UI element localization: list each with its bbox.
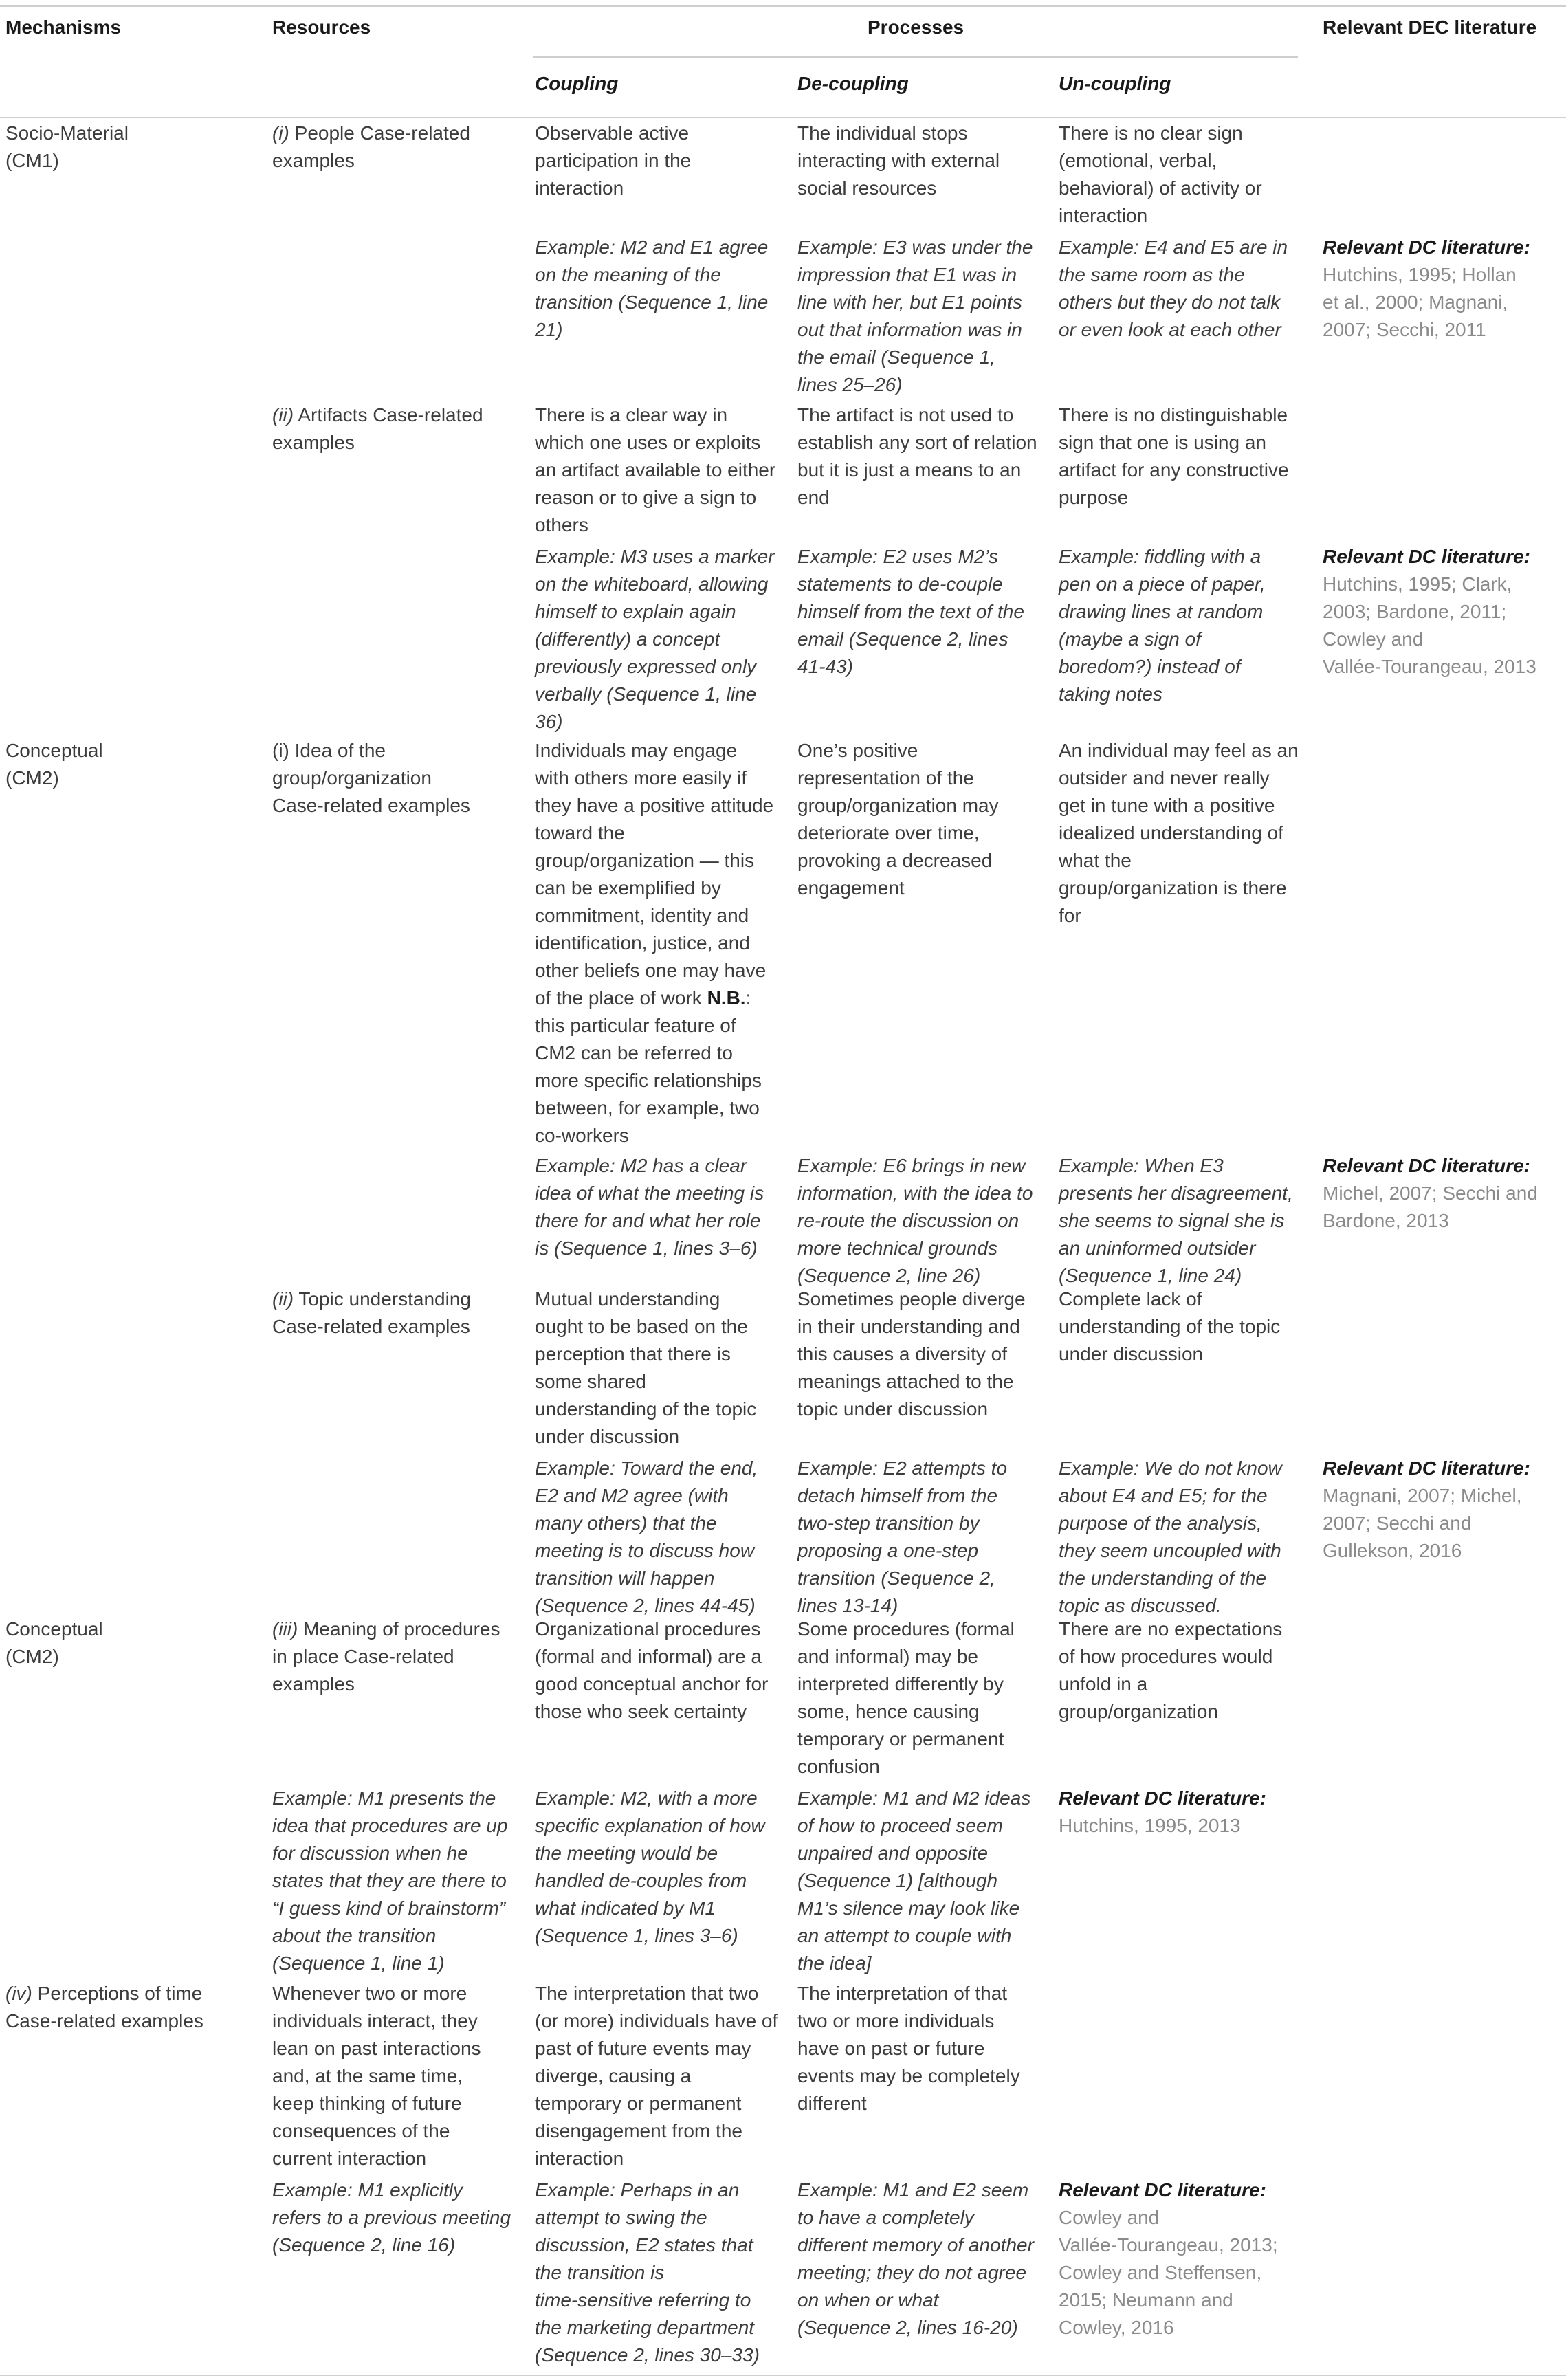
artifacts-uncoupling: There is no distinguishable sign that one is using an artifact for any constructive purpose bbox=[1059, 404, 1289, 508]
artifacts-literature-heading: Relevant DC literature: bbox=[1323, 546, 1530, 567]
time-example-coupling: Example: Perhaps in an attempt to swing the discussion, E2 states that the transition is time-sensitive referring to the marketing department (Sequence 2, lines 30–33) bbox=[535, 2179, 760, 2366]
people-literature-refs: Hutchins, 1995; Hollan et al., 2000; Magnani, 2007; Secchi, 2011 bbox=[1323, 264, 1517, 340]
artifacts-coupling: There is a clear way in which one uses or exploits an artifact available to either reason or to give a sign to others bbox=[535, 404, 776, 536]
artifacts-literature-refs: Hutchins, 1995; Clark, 2003; Bardone, 2011; Cowley and Vallée-Tourangeau, 2013 bbox=[1323, 573, 1536, 677]
idea-coupling-note: : this particular feature of CM2 can be referred to more specific relationships between, for example, two co-workers bbox=[535, 987, 762, 1146]
header-literature: Relevant DEC literature bbox=[1323, 16, 1537, 38]
idea-uncoupling: An individual may feel as an outsider and never really get in tune with a positive idealized understanding of what the group/organization is there for bbox=[1059, 740, 1299, 926]
people-literature-heading: Relevant DC literature: bbox=[1323, 236, 1530, 258]
time-decoupling: The interpretation that two (or more) individuals have of past of future events may diverge, causing a temporary or permanent disengagement from the interaction bbox=[535, 1983, 778, 2169]
people-example-coupling: Example: M2 and E1 agree on the meaning of the transition (Sequence 1, line 21) bbox=[535, 236, 769, 340]
artifacts-decoupling: The artifact is not used to establish any sort of relation but it is just a means to an end bbox=[797, 404, 1037, 508]
procedures-literature-refs: Hutchins, 1995, 2013 bbox=[1059, 1815, 1241, 1836]
resource-procedures-text: Meaning of procedures in place Case-related examples bbox=[272, 1618, 500, 1695]
resource-artifacts-num: (ii) bbox=[272, 404, 294, 426]
mechanism-cm1: Socio-Material (CM1) bbox=[5, 122, 129, 171]
time-coupling: Whenever two or more individuals interact, they lean on past interactions and, at the same time, keep thinking of future consequences of the current interaction bbox=[272, 1983, 481, 2169]
resource-time-num: (iv) bbox=[5, 1983, 32, 2004]
idea-coupling-nb: N.B. bbox=[707, 987, 746, 1009]
processes-underline bbox=[533, 56, 1298, 58]
topic-literature-refs: Magnani, 2007; Michel, 2007; Secchi and Gullekson, 2016 bbox=[1323, 1485, 1522, 1561]
procedures-example-decoupling: Example: M1 and M2 ideas of how to proceed seem unpaired and opposite (Sequence 1) [although M1’s silence may look like an attempt to couple with the idea] bbox=[797, 1787, 1031, 1974]
resource-artifacts bbox=[272, 401, 483, 456]
idea-example-uncoupling: Example: When E3 presents her disagreement, she seems to signal she is an uninformed outsider (Sequence 1, line 24) bbox=[1059, 1155, 1293, 1286]
resource-idea: (i) Idea of the group/organization Case-related examples bbox=[272, 740, 470, 816]
procedures-coupling: Organizational procedures (formal and informal) are a good conceptual anchor for those who seek certainty bbox=[535, 1618, 769, 1722]
time-literature-refs: Cowley and Vallée-Tourangeau, 2013; Cowley and Steffensen, 2015; Neumann and Cowley, 2016 bbox=[1059, 2207, 1278, 2338]
idea-coupling bbox=[535, 737, 773, 1149]
resource-topic-text: Topic understanding Case-related examples bbox=[272, 1288, 471, 1337]
resource-procedures-num: (iii) bbox=[272, 1618, 298, 1640]
idea-literature-heading: Relevant DC literature: bbox=[1323, 1155, 1530, 1176]
header-processes: Processes bbox=[868, 16, 964, 38]
header-bottom-rule bbox=[0, 117, 1566, 118]
time-literature bbox=[1059, 2177, 1278, 2342]
artifacts-literature bbox=[1323, 543, 1536, 681]
topic-example-uncoupling: Example: We do not know about E4 and E5; for the purpose of the analysis, they seem uncoupled with the understanding of the topic as discussed. bbox=[1059, 1457, 1282, 1616]
topic-decoupling: Sometimes people diverge in their understanding and this causes a diversity of meanings attached to the topic under discussion bbox=[797, 1288, 1026, 1420]
artifacts-example-decoupling: Example: E2 uses M2’s statements to de-couple himself from the text of the email (Sequence 2, lines 41-43) bbox=[797, 546, 1024, 677]
time-uncoupling: The interpretation of that two or more individuals have on past or future events may be completely different bbox=[797, 1983, 1020, 2114]
mechanism-cm2-second: Conceptual (CM2) bbox=[5, 1618, 103, 1667]
header-mechanisms: Mechanisms bbox=[5, 16, 122, 38]
resource-topic bbox=[272, 1286, 471, 1341]
topic-uncoupling: Complete lack of understanding of the topic under discussion bbox=[1059, 1288, 1281, 1365]
topic-example-decoupling: Example: E2 attempts to detach himself from the two-step transition by proposing a one-step transition (Sequence 2, lines 13-14) bbox=[797, 1457, 1008, 1616]
resource-time-text: Perceptions of time Case-related examples bbox=[5, 1983, 203, 2031]
resource-people-text: People Case-related examples bbox=[272, 122, 470, 171]
header-coupling: Coupling bbox=[535, 73, 619, 94]
procedures-literature-heading: Relevant DC literature: bbox=[1059, 1787, 1266, 1809]
header-uncoupling: Un-coupling bbox=[1059, 73, 1171, 94]
mechanism-cm2: Conceptual (CM2) bbox=[5, 740, 103, 789]
people-uncoupling: There is no clear sign (emotional, verbal, behavioral) of activity or interaction bbox=[1059, 122, 1262, 226]
topic-coupling: Mutual understanding ought to be based on the perception that there is some shared understanding of the topic under discussion bbox=[535, 1288, 757, 1447]
resource-topic-num: (ii) bbox=[272, 1288, 294, 1310]
time-literature-heading: Relevant DC literature: bbox=[1059, 2179, 1266, 2201]
time-example-decoupling: Example: M1 and E2 seem to have a completely different memory of another meeting; they do not agree on when or what (Sequence 2, lines 16-20) bbox=[797, 2179, 1034, 2338]
resource-people-num: (i) bbox=[272, 122, 289, 144]
people-coupling: Observable active participation in the interaction bbox=[535, 122, 692, 199]
people-decoupling: The individual stops interacting with external social resources bbox=[797, 122, 1000, 199]
procedures-decoupling: Some procedures (formal and informal) may be interpreted differently by some, hence causing temporary or permanent confusion bbox=[797, 1618, 1015, 1777]
idea-literature-refs: Michel, 2007; Secchi and Bardone, 2013 bbox=[1323, 1182, 1538, 1231]
people-example-decoupling: Example: E3 was under the impression that E1 was in line with her, but E1 points out that information was in the email (Sequence 1, lines 25–26) bbox=[797, 236, 1033, 395]
topic-literature-heading: Relevant DC literature: bbox=[1323, 1457, 1530, 1479]
artifacts-example-uncoupling: Example: fiddling with a pen on a piece of paper, drawing lines at random (maybe a sign of boredom?) instead of taking notes bbox=[1059, 546, 1266, 705]
idea-example-coupling: Example: M2 has a clear idea of what the meeting is there for and what her role is (Sequence 1, lines 3–6) bbox=[535, 1155, 764, 1259]
topic-example-coupling: Example: Toward the end, E2 and M2 agree (with many others) that the meeting is to discuss how transition will happen (Sequence 2, lines 44-45) bbox=[535, 1457, 758, 1616]
idea-example-decoupling: Example: E6 brings in new information, with the idea to re-route the discussion on more technical grounds (Sequence 2, line 26) bbox=[797, 1155, 1033, 1286]
idea-literature bbox=[1323, 1152, 1538, 1235]
artifacts-example-coupling: Example: M3 uses a marker on the whiteboard, allowing himself to explain again (differently) a concept previously expressed only verbally (Sequence 1, line 36) bbox=[535, 546, 775, 732]
table-bottom-rule bbox=[0, 2375, 1566, 2376]
people-literature bbox=[1323, 234, 1530, 344]
resource-artifacts-text: Artifacts Case-related examples bbox=[272, 404, 483, 453]
procedures-example-coupling: Example: M2, with a more specific explanation of how the meeting would be handled de-couples from what indicated by M1 (Sequence 1, lines 3–6) bbox=[535, 1787, 765, 1946]
topic-literature bbox=[1323, 1455, 1530, 1565]
people-example-uncoupling: Example: E4 and E5 are in the same room as the others but they do not talk or even look at each other bbox=[1059, 236, 1288, 340]
header-decoupling: De-coupling bbox=[797, 73, 909, 94]
time-example-resource: Example: M1 explicitly refers to a previous meeting (Sequence 2, line 16) bbox=[272, 2179, 511, 2256]
procedures-literature bbox=[1059, 1785, 1266, 1840]
resource-time bbox=[5, 1980, 203, 2035]
procedures-uncoupling: There are no expectations of how procedures would unfold in a group/organization bbox=[1059, 1618, 1283, 1722]
resource-people bbox=[272, 120, 470, 175]
idea-coupling-text: Individuals may engage with others more easily if they have a positive attitude toward the group/organization — this can be exemplified by commitment, identity and identification, justice, and other beliefs one may have of the place of work bbox=[535, 740, 774, 1009]
header-resources: Resources bbox=[272, 16, 371, 38]
procedures-example-resource: Example: M1 presents the idea that procedures are up for discussion when he states that they are there to “I guess kind of brainstorm” about the transition (Sequence 1, line 1) bbox=[272, 1787, 508, 1974]
table-top-rule bbox=[0, 5, 1566, 7]
resource-procedures bbox=[272, 1616, 500, 1698]
idea-decoupling: One’s positive representation of the group/organization may deteriorate over time, provoking a decreased engagement bbox=[797, 740, 999, 899]
